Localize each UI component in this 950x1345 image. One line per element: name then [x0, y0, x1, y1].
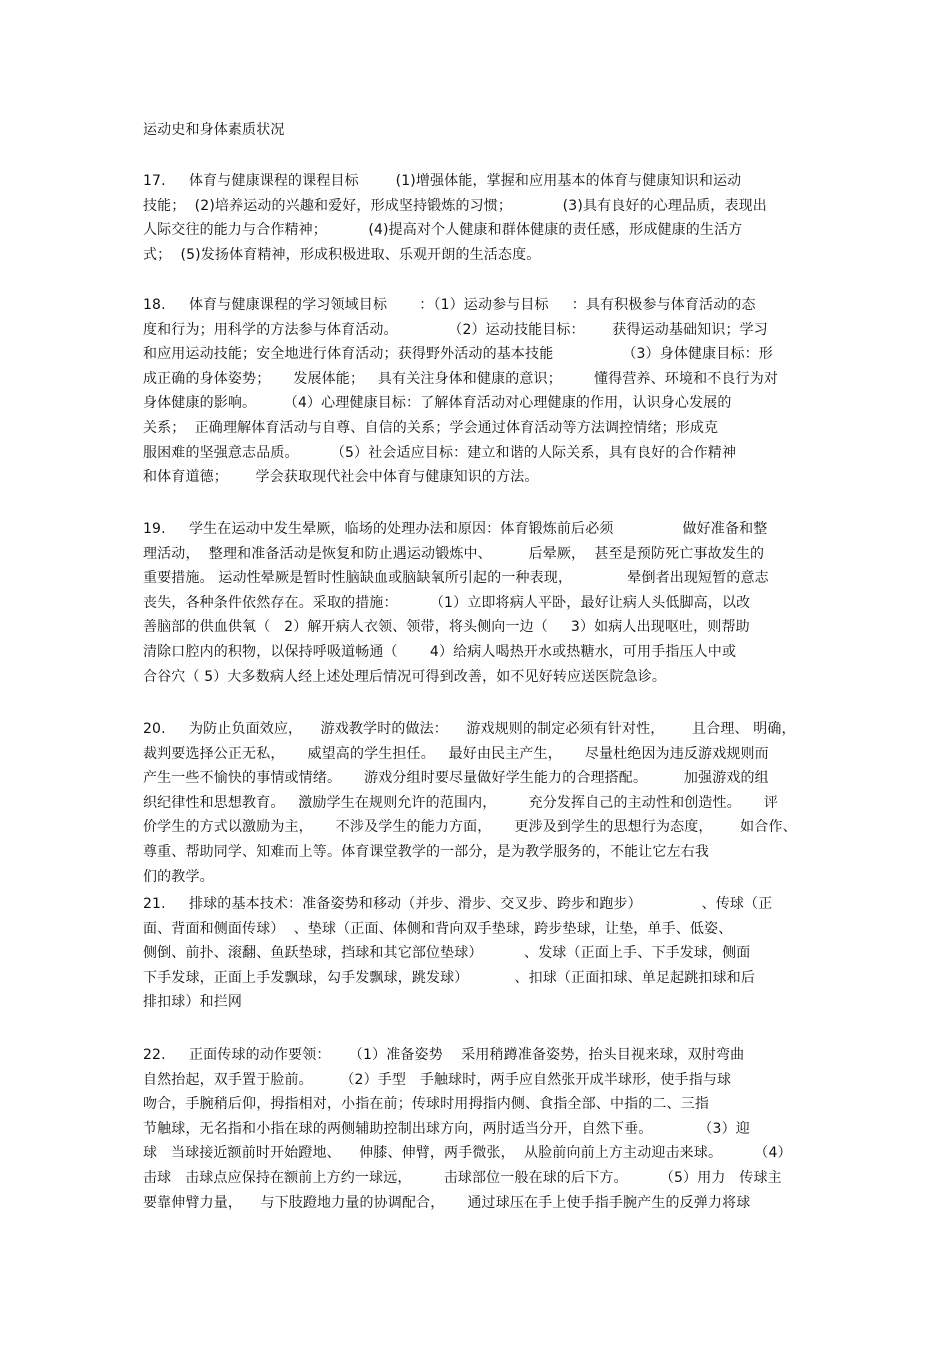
intro-line: 运动史和身体素质状况	[143, 122, 285, 138]
paragraph-line: 裁判要选择公正无私， 威望高的学生担任。 最好由民主产生， 尽量杜绝因为违反游戏规则而	[143, 745, 769, 762]
section-number: 17.	[143, 173, 166, 189]
paragraph-line	[143, 171, 741, 191]
paragraph-line: 产生一些不愉快的事情或情绪。 游戏分组时要尽量做好学生能力的合理搭配。 加强游戏的组	[143, 770, 769, 787]
paragraph-line: 击球 击球点应保持在额前上方约一球远， 击球部位一般在球的后下方。 （5）用力 传球主	[143, 1170, 782, 1186]
section-number: 22.	[143, 1047, 166, 1063]
paragraph-line: 技能； (2)培养运动的兴趣和爱好，形成坚持锻炼的习惯； (3)具有良好的心理品质，表现出	[143, 197, 767, 214]
paragraph-line: 价学生的方式以激励为主， 不涉及学生的能力方面， 更涉及到学生的思想行为态度， 如合作、	[143, 819, 797, 836]
paragraph-line: 合谷穴（ 5）大多数病人经上述处理后情况可得到改善，如不见好转应送医院急诊。	[143, 668, 667, 685]
paragraph-line: 排扣球）和拦网	[143, 994, 243, 1011]
paragraph-line	[143, 519, 767, 539]
paragraph-line	[143, 719, 796, 739]
paragraph-line	[143, 1045, 744, 1065]
paragraph-line: 节触球，无名指和小指在球的两侧辅助控制出球方向，两肘适当分开，自然下垂。 （3）迎	[143, 1120, 750, 1137]
paragraph-line: 和体育道德； 学会获取现代社会中体育与健康知识的方法。	[143, 469, 539, 486]
paragraph-line: 身体健康的影响。 （4）心理健康目标：了解体育活动对心理健康的作用，认识身心发展的	[143, 395, 732, 412]
paragraph-line: 理活动， 整理和准备活动是恢复和防止遇运动锻炼中、 后晕厥， 甚至是预防死亡事故发生的	[143, 545, 765, 562]
paragraph-line: 们的教学。	[143, 868, 214, 885]
paragraph-line: 关系； 正确理解体育活动与自尊、自信的关系；学会通过体育活动等方法调控情绪；形成克	[143, 420, 719, 436]
paragraph-line: 式； (5)发扬体育精神，形成积极进取、乐观开朗的生活态度。	[143, 246, 541, 263]
paragraph-line: 下手发球，正面上手发飘球，勾手发飘球，跳发球） 、扣球（正面扣球、单足起跳扣球和后	[143, 969, 755, 986]
paragraph-line: 织纪律性和思想教育。 激励学生在规则允许的范围内， 充分发挥自己的主动性和创造性。 评	[143, 794, 779, 811]
paragraph-line: 侧倒、前扑、滚翻、鱼跃垫球，挡球和其它部位垫球） 、发球（正面上手、下手发球，侧面	[143, 945, 751, 962]
section-first-line: 学生在运动中发生晕厥，临场的处理办法和原因：体育锻炼前后必须 做好准备和整	[189, 521, 768, 537]
paragraph-line	[143, 894, 772, 914]
section-number: 18.	[143, 297, 166, 313]
paragraph-line: 重要措施。 运动性晕厥是暂时性脑缺血或脑缺氧所引起的一种表现， 晕倒者出现短暂的意志	[143, 570, 769, 587]
paragraph-line: 球 当球接近额前时开始蹬地、 伸膝、伸臂，两手微张， 从脸前向前上方主动迎击来球。 （4）	[143, 1145, 792, 1162]
paragraph-line: 吻合，手腕稍后仰，拇指相对，小指在前；传球时用拇指内侧、食指全部、中指的二、三指	[143, 1096, 709, 1113]
paragraph-line: 和应用运动技能；安全地进行体育活动；获得野外活动的基本技能 （3）身体健康目标：形	[143, 346, 773, 363]
section-number: 21.	[143, 896, 166, 912]
section-first-line: 体育与健康课程的课程目标 (1)增强体能，掌握和应用基本的体育与健康知识和运动	[189, 173, 742, 189]
paragraph-line: 丧失，各种条件依然存在。采取的措施： （1）立即将病人平卧，最好让病人头低脚高，以改	[143, 594, 751, 611]
section-first-line: 正面传球的动作要领： （1）准备姿势 采用稍蹲准备姿势，抬头目视来球，双肘弯曲	[189, 1047, 745, 1063]
paragraph-line: 服困难的坚强意志品质。 （5）社会适应目标：建立和谐的人际关系，具有良好的合作精神	[143, 444, 737, 461]
paragraph-line: 人际交往的能力与合作精神； (4)提高对个人健康和群体健康的责任感，形成健康的生活方	[143, 222, 743, 239]
paragraph-line: 度和行为；用科学的方法参与体育活动。 （2）运动技能目标： 获得运动基础知识；学习	[143, 321, 768, 338]
section-first-line: 排球的基本技术：准备姿势和移动（并步、滑步、交叉步、跨步和跑步） 、传球（正	[189, 896, 773, 912]
section-first-line: 体育与健康课程的学习领域目标 ：（1）运动参与目标 ：具有积极参与体育活动的态	[189, 297, 756, 313]
paragraph-line: 自然抬起，双手置于脸前。 （2）手型 手触球时，两手应自然张开成半球形，使手指与球	[143, 1071, 732, 1088]
paragraph-line: 清除口腔内的积物，以保持呼吸道畅通（ 4）给病人喝热开水或热糖水，可用手指压人中或	[143, 644, 737, 660]
section-number: 19.	[143, 521, 166, 537]
section-number: 20.	[143, 721, 166, 737]
paragraph-line	[143, 295, 756, 315]
paragraph-line: 面、背面和侧面传球） 、垫球（正面、体侧和背向双手垫球，跨步垫球，让垫，单手、低姿、	[143, 920, 733, 937]
paragraph-line: 善脑部的供血供氧（ 2）解开病人衣领、领带，将头侧向一边（ 3）如病人出现呕吐，则帮助	[143, 619, 750, 636]
section-first-line: 为防止负面效应， 游戏教学时的做法： 游戏规则的制定必须有针对性， 且合理、 明确，	[189, 721, 796, 737]
paragraph-line: 尊重、帮助同学、知难而上等。体育课堂教学的一部分，是为教学服务的，不能让它左右我	[143, 844, 709, 860]
paragraph-line: 要靠伸臂力量， 与下肢蹬地力量的协调配合， 通过球压在手上使手指手腕产生的反弹力将球	[143, 1194, 751, 1211]
paragraph-line: 成正确的身体姿势； 发展体能； 具有关注身体和健康的意识； 懂得营养、环境和不良行为对	[143, 370, 779, 387]
